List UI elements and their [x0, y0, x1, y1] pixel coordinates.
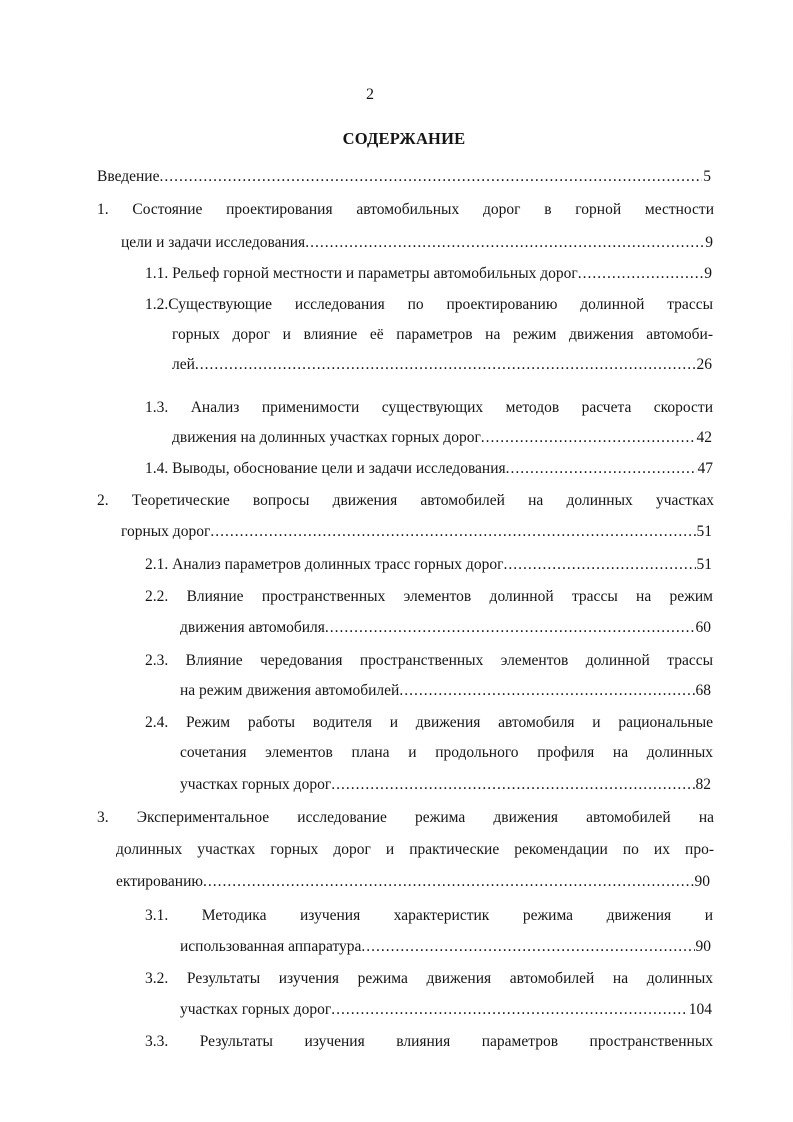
toc-section-3-line-3 [116, 872, 710, 892]
leader-dots [331, 1000, 688, 1020]
toc-page-number: 82 [695, 776, 711, 793]
toc-entry-2-3-line-2 [180, 681, 711, 701]
toc-entry-2-1 [145, 555, 712, 575]
leader-dots [578, 264, 703, 284]
leader-dots [159, 167, 702, 187]
leader-dots [325, 618, 695, 638]
page-number: 2 [366, 86, 374, 103]
toc-entry-1-2-line-3 [172, 355, 712, 375]
toc-entry-text: 1.1. Рельеф горной местности и параметры автомобильных дорог [145, 265, 578, 282]
toc-entry-text: Введение [97, 168, 160, 185]
toc-entry-text: ектированию [116, 873, 203, 890]
toc-entry-1-2-line-2: горных дорог и влияние её параметров на режим движения автомоби- [172, 326, 713, 343]
leader-dots [503, 555, 695, 575]
toc-entry-1-3-line-1: 1.3. Анализ применимости существующих методов расчета скорости [145, 399, 713, 416]
toc-entry-3-2-line-1: 3.2. Результаты изучения режима движения автомобилей на долинных [145, 970, 713, 987]
toc-entry-1-3-line-2 [172, 428, 712, 448]
toc-page-number: 51 [696, 556, 712, 573]
toc-page-number: 9 [704, 265, 712, 282]
toc-entry-2-4-line-1: 2.4. Режим работы водителя и движения автомобиля и рациональные [145, 714, 713, 731]
toc-entry-text: участках горных дорог [180, 776, 332, 793]
toc-entry-1-4 [145, 459, 713, 479]
toc-page-number: 104 [688, 1001, 712, 1018]
leader-dots [331, 775, 694, 795]
toc-entry-text: 2.1. Анализ параметров долинных трасс горных дорог [145, 556, 504, 573]
toc-entry-text: движения на долинных участках горных дорог [172, 429, 481, 446]
leader-dots [361, 937, 694, 957]
toc-entry-text: горных дорог [121, 523, 211, 540]
toc-entry-text: на режим движения автомобилей [180, 682, 400, 699]
page-title: СОДЕРЖАНИЕ [342, 129, 466, 148]
toc-entry-text: лей [172, 356, 195, 373]
toc-page-number: 9 [705, 234, 713, 251]
leader-dots [210, 522, 695, 542]
toc-entry-3-3-line-1: 3.3. Результаты изучения влияния параметров пространственных [145, 1033, 713, 1050]
toc-entry-text: движения автомобиля [180, 619, 325, 636]
toc-entry-1-2-line-1: 1.2.Существующие исследования по проектированию долинной трассы [145, 296, 713, 313]
toc-entry-intro [97, 167, 711, 187]
toc-entry-1-1 [145, 264, 712, 284]
toc-entry-2-4-line-2: сочетания элементов плана и продольного профиля на долинных [180, 744, 713, 761]
leader-dots [203, 872, 694, 892]
toc-section-2-line-1: 2. Теоретические вопросы движения автомобилей на долинных участках [97, 492, 714, 509]
leader-dots [399, 681, 694, 701]
toc-page-number: 42 [696, 429, 712, 446]
toc-page-number: 51 [696, 523, 712, 540]
leader-dots [481, 428, 696, 448]
toc-page-number: 68 [695, 682, 711, 699]
toc-section-1-line-2 [121, 233, 713, 253]
toc-page-number: 5 [703, 168, 711, 185]
toc-entry-2-2-line-2 [180, 618, 711, 638]
toc-page-number: 90 [695, 938, 711, 955]
toc-section-2-line-2 [121, 522, 712, 542]
toc-page-number: 26 [696, 356, 712, 373]
toc-entry-2-2-line-1: 2.2. Влияние пространственных элементов долинной трассы на режим [145, 588, 713, 605]
toc-page-number: 47 [697, 460, 713, 477]
toc-section-3-line-1: 3. Экспериментальное исследование режима движения автомобилей на [97, 809, 714, 826]
leader-dots [506, 459, 697, 479]
toc-page-number: 90 [694, 873, 710, 890]
toc-entry-text: участках горных дорог [180, 1001, 332, 1018]
toc-entry-text: 1.4. Выводы, обоснование цели и задачи исследования [145, 460, 506, 477]
leader-dots [305, 233, 704, 253]
toc-page-number: 60 [695, 619, 711, 636]
toc-entry-2-3-line-1: 2.3. Влияние чередования пространственных элементов долинной трассы [145, 652, 713, 669]
toc-section-3-line-2: долинных участках горных дорог и практические рекомендации по их про- [116, 841, 714, 858]
toc-entry-2-4-line-3 [180, 775, 711, 795]
toc-entry-3-1-line-1: 3.1. Методика изучения характеристик режима движения и [145, 907, 713, 924]
toc-entry-text: использованная аппаратура [180, 938, 362, 955]
toc-section-1-line-1: 1. Состояние проектирования автомобильных дорог в горной местности [97, 201, 714, 218]
leader-dots [195, 355, 696, 375]
toc-entry-text: цели и задачи исследования [121, 234, 306, 251]
toc-entry-3-2-line-2 [180, 1000, 712, 1020]
toc-entry-3-1-line-2 [180, 937, 711, 957]
